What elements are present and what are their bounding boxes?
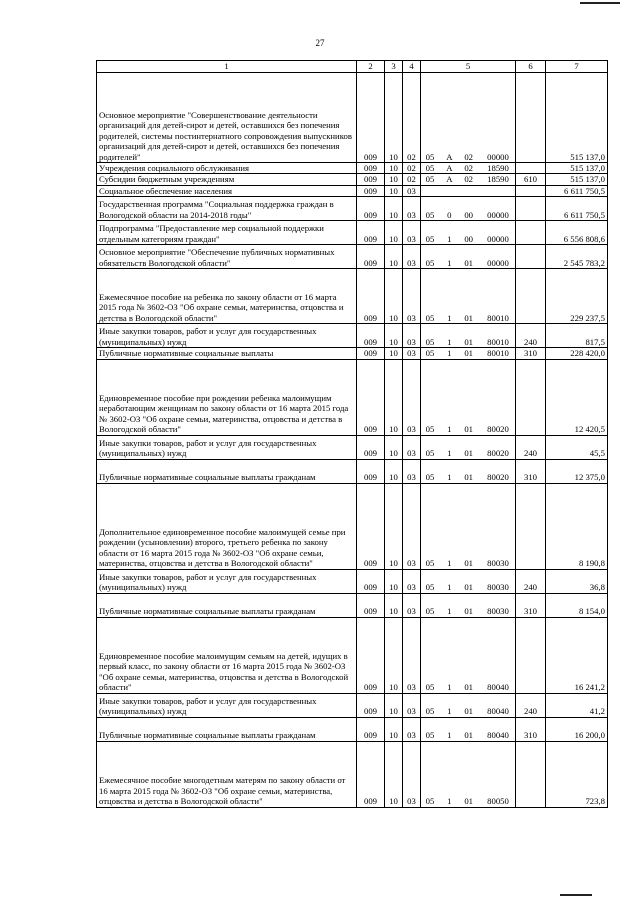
target-article-part: 01 <box>464 606 473 617</box>
col-amount: 2 545 783,2 <box>546 245 608 269</box>
row-name: Публичные нормативные социальные выплаты <box>97 348 357 359</box>
target-article-part: 01 <box>464 312 473 323</box>
table-row <box>97 174 608 185</box>
target-article-part: 01 <box>464 472 473 483</box>
row-name: Субсидии бюджетным учреждениям <box>97 174 357 185</box>
col-expense-type: 310 <box>516 717 546 741</box>
target-article-part: 80010 <box>487 348 509 359</box>
table-row <box>97 693 608 717</box>
row-name: Иные закупки товаров, работ и услуг для государственных (муниципальных) нужд <box>97 693 357 717</box>
header-cell: 2 <box>357 61 385 73</box>
col-subsection: 03 <box>403 593 421 617</box>
target-article-part: 1 <box>447 233 452 244</box>
col-section: 10 <box>385 459 403 483</box>
target-article-part: 01 <box>464 682 473 693</box>
target-article-part: 00000 <box>487 257 509 268</box>
col-amount: 817,5 <box>546 324 608 348</box>
target-article-part: 1 <box>447 682 452 693</box>
col-amount: 6 611 750,5 <box>546 197 608 221</box>
target-article-part: 80010 <box>487 312 509 323</box>
table-body <box>97 73 608 808</box>
target-article-part: 01 <box>464 348 473 359</box>
table-row <box>97 324 608 348</box>
col-section: 10 <box>385 569 403 593</box>
col-subsection: 03 <box>403 324 421 348</box>
col-grbs: 009 <box>357 359 385 435</box>
target-article-part: 80050 <box>487 796 509 807</box>
col-section: 10 <box>385 324 403 348</box>
col-grbs: 009 <box>357 569 385 593</box>
col-grbs: 009 <box>357 593 385 617</box>
target-article-part: А <box>446 151 453 162</box>
col-section: 10 <box>385 741 403 807</box>
col-target-article <box>421 245 516 269</box>
col-amount: 45,5 <box>546 435 608 459</box>
col-subsection: 03 <box>403 459 421 483</box>
col-subsection: 03 <box>403 569 421 593</box>
col-section: 10 <box>385 245 403 269</box>
target-article-part: 01 <box>464 257 473 268</box>
col-section: 10 <box>385 617 403 693</box>
col-target-article <box>421 324 516 348</box>
header-row <box>97 61 608 73</box>
col-section: 10 <box>385 435 403 459</box>
col-amount: 8 190,8 <box>546 483 608 569</box>
table-row <box>97 717 608 741</box>
table-row <box>97 163 608 174</box>
col-target-article <box>421 693 516 717</box>
col-expense-type: 310 <box>516 348 546 359</box>
col-grbs: 009 <box>357 245 385 269</box>
target-article-part: 80040 <box>487 682 509 693</box>
target-article-part: 1 <box>447 606 452 617</box>
col-subsection: 03 <box>403 435 421 459</box>
target-article-part: 80040 <box>487 706 509 717</box>
col-target-article <box>421 359 516 435</box>
row-name: Государственная программа "Социальная поддержка граждан в Вологодской области на 2014-2018 годы" <box>97 197 357 221</box>
target-article-part: 1 <box>447 448 452 459</box>
col-subsection: 03 <box>403 717 421 741</box>
col-grbs: 009 <box>357 348 385 359</box>
col-target-article <box>421 221 516 245</box>
col-subsection: 02 <box>403 73 421 163</box>
target-article-part: 05 <box>425 706 435 717</box>
row-name: Социальное обеспечение населения <box>97 185 357 196</box>
row-name: Основное мероприятие "Совершенствование деятельности организаций для детей-сирот и детей, оставшихся без попечения родителей, системы постинтернатного сопровождения выпускников организаций для детей-сирот и детей, оставшихся без попечения родителей" <box>97 73 357 163</box>
col-amount: 12 375,0 <box>546 459 608 483</box>
target-article-part: 05 <box>425 448 435 459</box>
target-article-part: 80040 <box>487 730 509 741</box>
target-article-part: 05 <box>425 312 435 323</box>
budget-table <box>96 60 608 808</box>
col-target-article <box>421 741 516 807</box>
col-subsection: 03 <box>403 269 421 324</box>
col-grbs: 009 <box>357 693 385 717</box>
col-amount: 36,8 <box>546 569 608 593</box>
col-amount: 723,8 <box>546 741 608 807</box>
col-expense-type: 240 <box>516 435 546 459</box>
target-article-part: 1 <box>447 558 452 569</box>
col-grbs: 009 <box>357 459 385 483</box>
col-subsection: 03 <box>403 693 421 717</box>
target-article-part: 00 <box>464 209 473 220</box>
table-row <box>97 359 608 435</box>
col-target-article <box>421 73 516 163</box>
table-row <box>97 73 608 163</box>
table-row <box>97 185 608 196</box>
table-row <box>97 221 608 245</box>
target-article-part: 02 <box>464 163 473 173</box>
col-target-article <box>421 459 516 483</box>
col-subsection: 03 <box>403 741 421 807</box>
target-article-part: 01 <box>464 448 473 459</box>
col-subsection: 02 <box>403 163 421 174</box>
target-article-part: 05 <box>425 209 435 220</box>
row-name: Дополнительное единовременное пособие малоимущей семье при рождении (усыновлении) второго, третьего ребенка по закону области от 16 марта 2015 года № 3602-ОЗ "Об охране семьи, материнства, отцовства и детства в Вологодской области" <box>97 483 357 569</box>
col-section: 10 <box>385 483 403 569</box>
target-article-part: 00000 <box>487 233 509 244</box>
target-article-part: 01 <box>464 424 473 435</box>
col-amount: 229 237,5 <box>546 269 608 324</box>
col-expense-type <box>516 185 546 196</box>
col-amount: 6 556 808,6 <box>546 221 608 245</box>
table-row <box>97 741 608 807</box>
col-target-article <box>421 269 516 324</box>
table-row <box>97 269 608 324</box>
col-expense-type <box>516 197 546 221</box>
target-article-part: 80020 <box>487 424 509 435</box>
target-article-part: 1 <box>447 257 452 268</box>
target-article-part: 80030 <box>487 558 509 569</box>
col-target-article <box>421 174 516 185</box>
col-section: 10 <box>385 197 403 221</box>
col-subsection: 03 <box>403 359 421 435</box>
col-section: 10 <box>385 163 403 174</box>
table-row <box>97 593 608 617</box>
target-article-part: 1 <box>447 348 452 359</box>
col-amount: 12 420,5 <box>546 359 608 435</box>
target-article-part: 1 <box>447 730 452 741</box>
col-subsection: 03 <box>403 617 421 693</box>
col-expense-type: 240 <box>516 324 546 348</box>
col-amount: 16 200,0 <box>546 717 608 741</box>
col-expense-type: 310 <box>516 593 546 617</box>
col-section: 10 <box>385 359 403 435</box>
table-row <box>97 617 608 693</box>
table-row <box>97 348 608 359</box>
target-article-part: 18590 <box>487 163 509 173</box>
col-subsection: 02 <box>403 174 421 185</box>
header-cell: 3 <box>385 61 403 73</box>
header-cell: 6 <box>516 61 546 73</box>
col-subsection: 03 <box>403 197 421 221</box>
target-article-part: А <box>446 174 453 185</box>
col-expense-type: 240 <box>516 569 546 593</box>
col-section: 10 <box>385 73 403 163</box>
target-article-part: 05 <box>425 582 435 593</box>
col-expense-type <box>516 359 546 435</box>
col-section: 10 <box>385 593 403 617</box>
col-target-article <box>421 617 516 693</box>
col-grbs: 009 <box>357 483 385 569</box>
target-article-part: А <box>446 163 453 173</box>
col-subsection: 03 <box>403 221 421 245</box>
target-article-part: 05 <box>425 558 435 569</box>
page-number: 27 <box>315 38 325 48</box>
target-article-part: 00000 <box>487 209 509 220</box>
col-target-article <box>421 569 516 593</box>
target-article-part: 1 <box>447 472 452 483</box>
col-grbs: 009 <box>357 741 385 807</box>
target-article-part: 01 <box>464 558 473 569</box>
col-expense-type <box>516 483 546 569</box>
target-article-part: 02 <box>464 151 473 162</box>
row-name: Ежемесячное пособие на ребенка по закону области от 16 марта 2015 года № 3602-ОЗ "Об охране семьи, материнства, отцовства и детства в Вологодской области" <box>97 269 357 324</box>
col-section: 10 <box>385 269 403 324</box>
col-amount: 41,2 <box>546 693 608 717</box>
target-article-part: 01 <box>464 730 473 741</box>
col-amount: 515 137,0 <box>546 174 608 185</box>
scan-mark-bottom <box>560 894 592 896</box>
col-expense-type <box>516 269 546 324</box>
col-expense-type <box>516 163 546 174</box>
target-article-part: 1 <box>447 796 452 807</box>
target-article-part: 1 <box>447 312 452 323</box>
col-amount: 228 420,0 <box>546 348 608 359</box>
row-name: Публичные нормативные социальные выплаты гражданам <box>97 593 357 617</box>
target-article-part: 05 <box>425 336 435 347</box>
target-article-part: 05 <box>425 257 435 268</box>
target-article-part: 05 <box>425 174 435 185</box>
col-expense-type <box>516 741 546 807</box>
row-name: Единовременное пособие при рождении ребенка малоимущим неработающим женщинам по закону области от 16 марта 2015 года № 3602-ОЗ "Об охране семьи, материнства, отцовства и детства в Вологодской области" <box>97 359 357 435</box>
scan-mark-top <box>580 2 620 4</box>
header-cell: 5 <box>421 61 516 73</box>
col-subsection: 03 <box>403 483 421 569</box>
row-name: Публичные нормативные социальные выплаты гражданам <box>97 717 357 741</box>
col-expense-type: 240 <box>516 693 546 717</box>
col-section: 10 <box>385 717 403 741</box>
target-article-part: 80020 <box>487 472 509 483</box>
target-article-part: 1 <box>447 336 452 347</box>
col-section: 10 <box>385 221 403 245</box>
row-name: Иные закупки товаров, работ и услуг для государственных (муниципальных) нужд <box>97 435 357 459</box>
table-row <box>97 483 608 569</box>
col-amount: 6 611 750,5 <box>546 185 608 196</box>
row-name: Подпрограмма "Предоставление мер социальной поддержки отдельным категориям граждан" <box>97 221 357 245</box>
col-expense-type <box>516 73 546 163</box>
col-grbs: 009 <box>357 221 385 245</box>
col-grbs: 009 <box>357 269 385 324</box>
target-article-part: 80020 <box>487 448 509 459</box>
col-grbs: 009 <box>357 435 385 459</box>
col-amount: 16 241,2 <box>546 617 608 693</box>
target-article-part: 05 <box>425 424 435 435</box>
col-amount: 8 154,0 <box>546 593 608 617</box>
target-article-part: 02 <box>464 174 473 185</box>
row-name: Основное мероприятие "Обеспечение публичных нормативных обязательств Вологодской области" <box>97 245 357 269</box>
col-target-article <box>421 185 516 196</box>
col-target-article <box>421 163 516 174</box>
row-name: Ежемесячное пособие многодетным матерям по закону области от 16 марта 2015 года № 3602-ОЗ "Об охране семьи, материнства, отцовства и детства в Вологодской области" <box>97 741 357 807</box>
target-article-part: 1 <box>447 706 452 717</box>
col-target-article <box>421 717 516 741</box>
header-cell: 4 <box>403 61 421 73</box>
col-grbs: 009 <box>357 324 385 348</box>
col-target-article <box>421 197 516 221</box>
col-expense-type <box>516 245 546 269</box>
col-target-article <box>421 348 516 359</box>
target-article-part: 01 <box>464 706 473 717</box>
col-grbs: 009 <box>357 73 385 163</box>
col-section: 10 <box>385 185 403 196</box>
row-name: Единовременное пособие малоимущим семьям на детей, идущих в первый класс, по закону области от 16 марта 2015 года № 3602-ОЗ "Об охране семьи, материнства, отцовства и детства в Вологодской области" <box>97 617 357 693</box>
row-name: Иные закупки товаров, работ и услуг для государственных (муниципальных) нужд <box>97 324 357 348</box>
target-article-part: 80010 <box>487 336 509 347</box>
row-name: Публичные нормативные социальные выплаты гражданам <box>97 459 357 483</box>
target-article-part: 00 <box>464 233 473 244</box>
col-subsection: 03 <box>403 185 421 196</box>
target-article-part: 00000 <box>487 151 509 162</box>
target-article-part: 1 <box>447 424 452 435</box>
target-article-part: 80030 <box>487 582 509 593</box>
table-row <box>97 245 608 269</box>
col-section: 10 <box>385 348 403 359</box>
table-row <box>97 459 608 483</box>
row-name: Учреждения социального обслуживания <box>97 163 357 174</box>
target-article-part: 05 <box>425 796 435 807</box>
col-amount: 515 137,0 <box>546 73 608 163</box>
col-subsection: 03 <box>403 348 421 359</box>
target-article-part: 0 <box>447 209 452 220</box>
col-expense-type: 310 <box>516 459 546 483</box>
col-target-article <box>421 593 516 617</box>
col-expense-type <box>516 617 546 693</box>
col-target-article <box>421 435 516 459</box>
col-subsection: 03 <box>403 245 421 269</box>
target-article-part: 05 <box>425 163 435 173</box>
col-amount: 515 137,0 <box>546 163 608 174</box>
target-article-part: 01 <box>464 796 473 807</box>
target-article-part: 05 <box>425 606 435 617</box>
target-article-part: 01 <box>464 336 473 347</box>
target-article-part: 18590 <box>487 174 509 185</box>
header-cell: 1 <box>97 61 357 73</box>
col-grbs: 009 <box>357 163 385 174</box>
col-grbs: 009 <box>357 174 385 185</box>
col-target-article <box>421 483 516 569</box>
col-expense-type: 610 <box>516 174 546 185</box>
col-grbs: 009 <box>357 185 385 196</box>
target-article-part: 01 <box>464 582 473 593</box>
table-row <box>97 435 608 459</box>
table-row <box>97 197 608 221</box>
header-cell: 7 <box>546 61 608 73</box>
target-article-part: 05 <box>425 730 435 741</box>
col-grbs: 009 <box>357 197 385 221</box>
target-article-part: 05 <box>425 348 435 359</box>
target-article-part: 1 <box>447 582 452 593</box>
col-grbs: 009 <box>357 717 385 741</box>
col-expense-type <box>516 221 546 245</box>
table-row <box>97 569 608 593</box>
target-article-part: 05 <box>425 151 435 162</box>
target-article-part: 80030 <box>487 606 509 617</box>
target-article-part: 05 <box>425 472 435 483</box>
target-article-part: 05 <box>425 682 435 693</box>
col-section: 10 <box>385 693 403 717</box>
col-section: 10 <box>385 174 403 185</box>
col-grbs: 009 <box>357 617 385 693</box>
target-article-part: 05 <box>425 233 435 244</box>
row-name: Иные закупки товаров, работ и услуг для государственных (муниципальных) нужд <box>97 569 357 593</box>
